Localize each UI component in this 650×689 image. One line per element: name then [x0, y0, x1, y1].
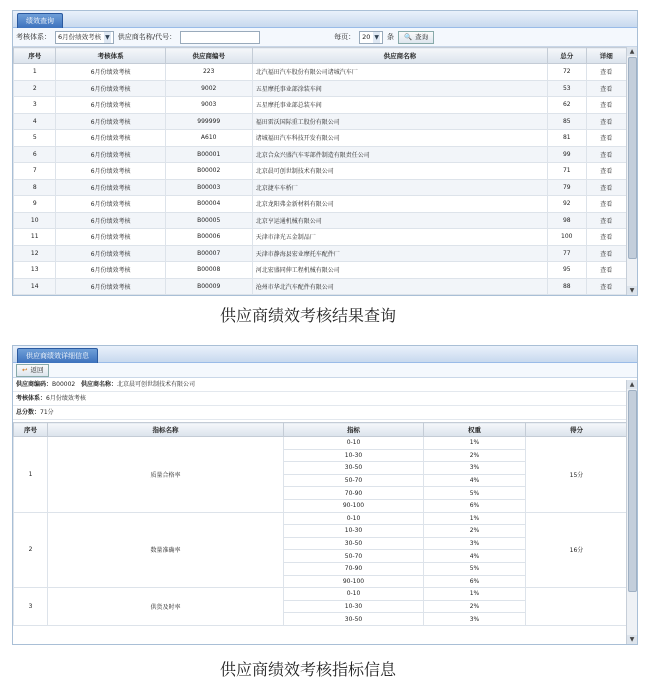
indicator-row	[14, 588, 628, 601]
group-score: 16分	[526, 512, 628, 588]
table-row[interactable]	[14, 163, 627, 180]
table-cell: 6月份绩效考核	[56, 229, 165, 246]
tab-performance-detail[interactable]: 供应商绩效详细信息	[17, 348, 98, 363]
view-link[interactable]: 查看	[586, 196, 627, 213]
table-cell: 6月份绩效考核	[56, 179, 165, 196]
result-grid	[13, 47, 627, 295]
supplier-label: 供应商名称/代号：	[117, 33, 177, 41]
table-cell: 9002	[165, 80, 252, 97]
table-cell: 6月份绩效考核	[56, 64, 165, 81]
table-cell: 沧州市华北汽车配件有限公司	[252, 278, 547, 295]
table-cell: 2	[14, 80, 56, 97]
indicator-row	[14, 437, 628, 450]
indicator-body	[14, 437, 628, 626]
indicator-range: 0-10	[284, 512, 424, 525]
column-header: 供应商编号	[165, 48, 252, 64]
table-cell: 河北宏盛同伸工程机械有限公司	[252, 262, 547, 279]
table-cell: 福田雷沃国际重工股份有限公司	[252, 113, 547, 130]
table-cell: B00006	[165, 229, 252, 246]
table-cell: 85	[548, 113, 586, 130]
scroll-thumb[interactable]	[628, 57, 637, 259]
table-cell: 72	[548, 64, 586, 81]
group-number: 3	[14, 588, 48, 626]
view-link[interactable]: 查看	[586, 229, 627, 246]
table-cell: 223	[165, 64, 252, 81]
indicator-weight: 2%	[424, 449, 526, 462]
table-cell: A610	[165, 130, 252, 147]
table-row[interactable]	[14, 146, 627, 163]
chevron-down-icon: ▼	[374, 33, 380, 41]
table-cell: 北京合众兴盛汽车零部件制造有限责任公司	[252, 146, 547, 163]
supplier-name-value: 北京晨可创世制技术有限公司	[116, 381, 195, 388]
table-row[interactable]	[14, 130, 627, 147]
group-score: 15分	[526, 437, 628, 513]
back-arrow-icon: ↩	[22, 365, 28, 374]
indicator-range: 30-50	[284, 537, 424, 550]
table-row[interactable]	[14, 245, 627, 262]
indicator-range: 50-70	[284, 474, 424, 487]
table-cell: B00007	[165, 245, 252, 262]
grid-body	[14, 64, 627, 295]
table-cell: 诸城福田汽车科技开发有限公司	[252, 130, 547, 147]
table-row[interactable]	[14, 212, 627, 229]
table-cell: 95	[548, 262, 586, 279]
column-header: 供应商名称	[252, 48, 547, 64]
indicator-weight: 4%	[424, 474, 526, 487]
supplier-search-input[interactable]	[180, 31, 260, 44]
column-header: 指标名称	[48, 423, 284, 437]
table-cell: 10	[14, 212, 56, 229]
table-cell: B00001	[165, 146, 252, 163]
indicator-range: 0-10	[284, 588, 424, 601]
detail-period-label: 考核体系：	[16, 395, 47, 402]
table-cell: 6月份绩效考核	[56, 146, 165, 163]
view-link[interactable]: 查看	[586, 179, 627, 196]
indicator-range: 10-30	[284, 600, 424, 613]
scroll-thumb[interactable]	[628, 390, 637, 592]
indicator-weight: 5%	[424, 562, 526, 575]
supplier-code-label: 供应商编码：	[16, 381, 53, 388]
indicator-range: 10-30	[284, 449, 424, 462]
vertical-scrollbar[interactable]	[626, 47, 637, 295]
table-cell: 6月份绩效考核	[56, 196, 165, 213]
view-link[interactable]: 查看	[586, 80, 627, 97]
view-link[interactable]: 查看	[586, 212, 627, 229]
table-cell: 11	[14, 229, 56, 246]
indicator-row	[14, 512, 628, 525]
table-row[interactable]	[14, 196, 627, 213]
view-link[interactable]: 查看	[586, 262, 627, 279]
table-cell: 北汽福田汽车股份有限公司诸城汽车厂	[252, 64, 547, 81]
indicator-range: 90-100	[284, 499, 424, 512]
table-cell: 13	[14, 262, 56, 279]
caption-result-query: 供应商绩效考核结果查询	[219, 306, 396, 325]
table-cell: 9	[14, 196, 56, 213]
view-link[interactable]: 查看	[586, 245, 627, 262]
column-header: 权重	[424, 423, 526, 437]
column-header: 详细	[586, 48, 627, 64]
indicator-range: 70-90	[284, 562, 424, 575]
table-cell: 6月份绩效考核	[56, 113, 165, 130]
indicator-weight: 2%	[424, 600, 526, 613]
table-cell: 62	[548, 97, 586, 114]
table-row[interactable]	[14, 278, 627, 295]
table-cell: B00004	[165, 196, 252, 213]
total-value: 71分	[40, 409, 54, 416]
table-row[interactable]	[14, 97, 627, 114]
indicator-detail-panel	[12, 345, 638, 645]
view-link[interactable]: 查看	[586, 278, 627, 295]
indicator-weight: 3%	[424, 613, 526, 626]
table-cell: 6月份绩效考核	[56, 163, 165, 180]
scroll-down-icon[interactable]: ▼	[627, 635, 637, 644]
detail-toolbar	[13, 363, 637, 378]
indicator-range: 30-50	[284, 613, 424, 626]
table-cell: 98	[548, 212, 586, 229]
table-row[interactable]	[14, 80, 627, 97]
table-cell: 1	[14, 64, 56, 81]
table-row[interactable]	[14, 179, 627, 196]
pagesize-value: 20	[362, 32, 371, 41]
table-cell: 9003	[165, 97, 252, 114]
table-cell: 4	[14, 113, 56, 130]
indicator-weight: 3%	[424, 537, 526, 550]
back-button[interactable]	[16, 364, 49, 377]
table-cell: 北京晨可创世制技术有限公司	[252, 163, 547, 180]
indicator-weight: 5%	[424, 487, 526, 500]
indicator-weight: 4%	[424, 550, 526, 563]
table-cell: 999999	[165, 113, 252, 130]
table-row[interactable]	[14, 64, 627, 81]
table-cell: B00002	[165, 163, 252, 180]
table-cell: 5	[14, 130, 56, 147]
indicator-header-row	[14, 423, 628, 437]
indicator-weight: 1%	[424, 437, 526, 450]
search-icon: 🔍	[404, 32, 413, 41]
tab-performance-query[interactable]: 绩效查询	[17, 13, 63, 28]
table-cell: 五星摩托事业部总装车间	[252, 97, 547, 114]
group-number: 1	[14, 437, 48, 513]
table-cell: 77	[548, 245, 586, 262]
view-link[interactable]: 查看	[586, 163, 627, 180]
pagesize-label: 每页：	[334, 33, 356, 41]
table-cell: 6月份绩效考核	[56, 245, 165, 262]
table-cell: 6月份绩效考核	[56, 262, 165, 279]
view-link[interactable]: 查看	[586, 97, 627, 114]
column-header: 序号	[14, 423, 48, 437]
pagesize-unit: 条	[387, 33, 395, 41]
table-cell: 6月份绩效考核	[56, 130, 165, 147]
group-number: 2	[14, 512, 48, 588]
view-link[interactable]: 查看	[586, 146, 627, 163]
back-button-label: 返回	[30, 365, 44, 374]
period-info-line	[13, 392, 637, 406]
column-header: 考核体系	[56, 48, 165, 64]
indicator-grid	[13, 422, 627, 644]
table-cell: 6月份绩效考核	[56, 212, 165, 229]
column-header: 总分	[548, 48, 586, 64]
indicator-range: 30-50	[284, 462, 424, 475]
column-header: 序号	[14, 48, 56, 64]
vertical-scrollbar[interactable]	[626, 380, 637, 644]
indicator-name: 供货及时率	[48, 588, 284, 626]
result-query-panel	[12, 10, 638, 296]
indicator-name: 数量准确率	[48, 512, 284, 588]
table-cell: 天津市静海县宏业摩托车配件厂	[252, 245, 547, 262]
search-button[interactable]	[398, 31, 434, 44]
pagesize-select[interactable]	[359, 31, 383, 44]
table-cell: 92	[548, 196, 586, 213]
total-label: 总分数：	[16, 409, 41, 416]
table-cell: B00005	[165, 212, 252, 229]
indicator-range: 0-10	[284, 437, 424, 450]
table-cell: B00003	[165, 179, 252, 196]
indicator-range: 10-30	[284, 525, 424, 538]
table-cell: 北京捷车车桥厂	[252, 179, 547, 196]
grid-header-row	[14, 48, 627, 64]
table-cell: 6月份绩效考核	[56, 80, 165, 97]
table-cell: 8	[14, 179, 56, 196]
table-cell: 五星摩托事业部涂装车间	[252, 80, 547, 97]
table-cell: 3	[14, 97, 56, 114]
indicator-range: 50-70	[284, 550, 424, 563]
table-cell: 12	[14, 245, 56, 262]
tab-strip	[13, 11, 637, 28]
group-score	[526, 588, 628, 626]
indicator-name: 质量合格率	[48, 437, 284, 513]
table-cell: 天津市津光五金制品厂	[252, 229, 547, 246]
period-select-value: 6月份绩效考核	[58, 32, 102, 41]
column-header: 指标	[284, 423, 424, 437]
scroll-down-icon[interactable]: ▼	[627, 286, 637, 295]
table-cell: B00009	[165, 278, 252, 295]
table-cell: 6月份绩效考核	[56, 97, 165, 114]
period-select[interactable]	[55, 31, 114, 44]
supplier-info-line	[13, 378, 637, 392]
table-cell: 100	[548, 229, 586, 246]
view-link[interactable]: 查看	[586, 64, 627, 81]
detail-period-value: 6月份绩效考核	[46, 395, 86, 402]
search-button-label: 查询	[415, 32, 429, 41]
chevron-down-icon: ▼	[105, 33, 110, 41]
total-info-line	[13, 406, 637, 420]
indicator-weight: 1%	[424, 512, 526, 525]
tab-strip	[13, 346, 637, 363]
caption-indicator-info: 供应商绩效考核指标信息	[219, 660, 396, 679]
indicator-weight: 2%	[424, 525, 526, 538]
table-row[interactable]	[14, 113, 627, 130]
indicator-weight: 6%	[424, 575, 526, 588]
supplier-name-label: 供应商名称：	[80, 381, 117, 388]
indicator-weight: 3%	[424, 462, 526, 475]
table-cell: 99	[548, 146, 586, 163]
table-cell: 7	[14, 163, 56, 180]
view-link[interactable]: 查看	[586, 130, 627, 147]
scroll-up-icon[interactable]: ▲	[627, 380, 637, 389]
indicator-weight: 1%	[424, 588, 526, 601]
scroll-up-icon[interactable]: ▲	[627, 47, 637, 56]
table-cell: 53	[548, 80, 586, 97]
period-label: 考核体系：	[16, 33, 51, 41]
supplier-code-value: B00002	[52, 381, 76, 388]
table-cell: 79	[548, 179, 586, 196]
indicator-range: 70-90	[284, 487, 424, 500]
column-header: 得分	[526, 423, 628, 437]
table-cell: 6月份绩效考核	[56, 278, 165, 295]
indicator-range: 90-100	[284, 575, 424, 588]
table-cell: 81	[548, 130, 586, 147]
table-cell: 88	[548, 278, 586, 295]
table-cell: 北京龙阳弗金新材料有限公司	[252, 196, 547, 213]
view-link[interactable]: 查看	[586, 113, 627, 130]
indicator-weight: 6%	[424, 499, 526, 512]
table-row[interactable]	[14, 262, 627, 279]
table-cell: B00008	[165, 262, 252, 279]
query-toolbar	[13, 28, 637, 47]
table-cell: 6	[14, 146, 56, 163]
table-cell: 14	[14, 278, 56, 295]
table-row[interactable]	[14, 229, 627, 246]
table-cell: 北京亨运通机械有限公司	[252, 212, 547, 229]
table-cell: 71	[548, 163, 586, 180]
